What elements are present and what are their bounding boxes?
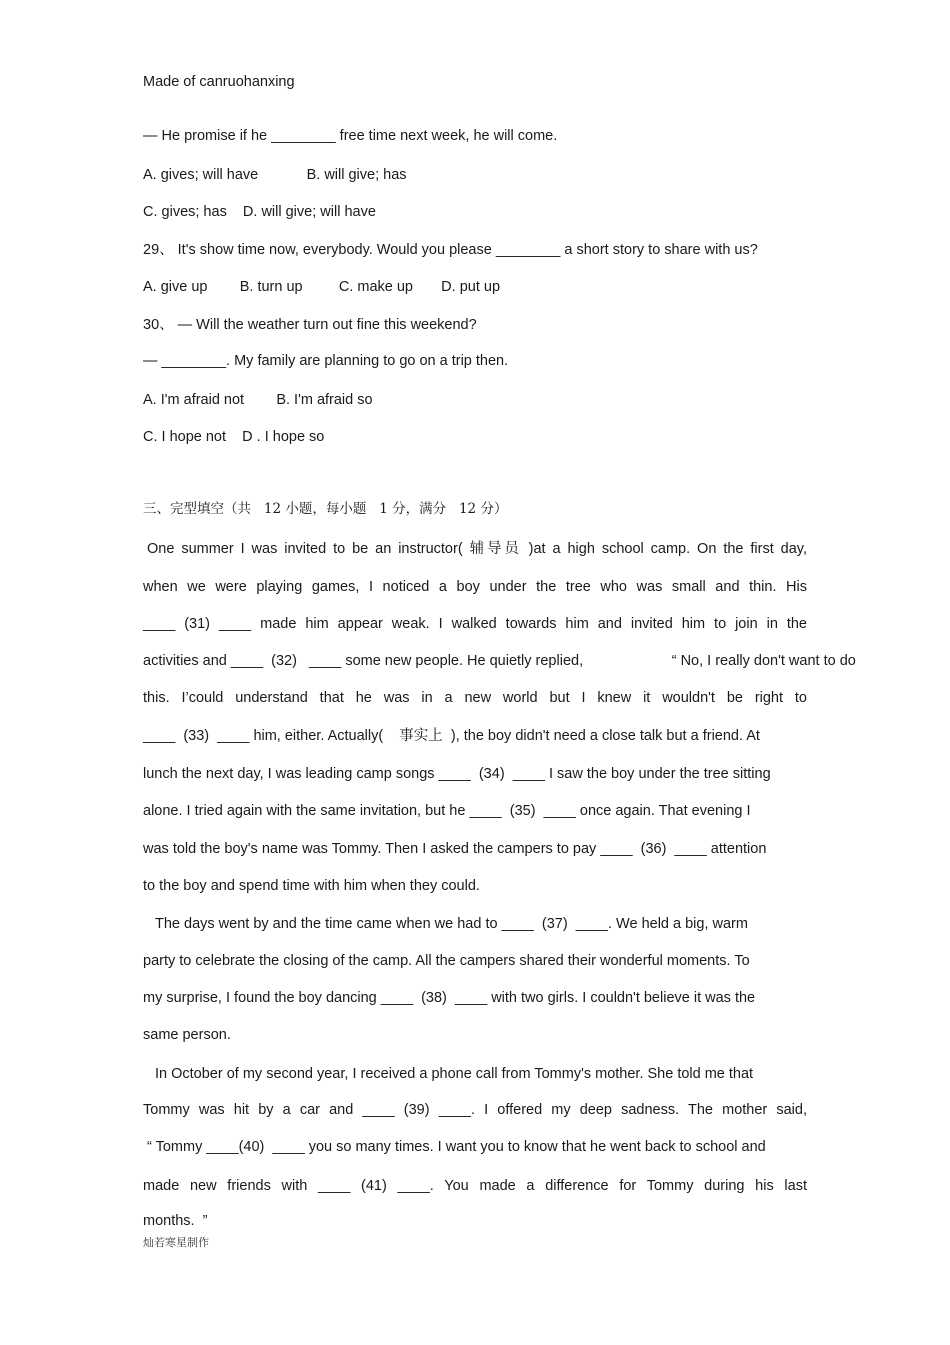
question-30-stem: 30、 — Will the weather turn out fine this weekend? xyxy=(143,317,477,333)
passage-line: months. ” xyxy=(143,1213,208,1229)
passage-line: when we were playing games, I noticed a boy under the tree who was small and thin. His xyxy=(143,579,807,595)
passage-line: activities and ____ (32) ____ some new people. He quietly replied, “ No, I really don't want to do xyxy=(143,653,856,669)
question-28-options-2: C. gives; has D. will give; will have xyxy=(143,204,376,220)
question-30-options-2: C. I hope not D . I hope so xyxy=(143,429,325,445)
page-header: Made of canruohanxing xyxy=(143,74,295,90)
section-title: 三、完型填空（共 12 小题，每小题 1 分，满分 12 分） xyxy=(143,501,508,517)
passage-line: this. I’could understand that he was in a new world but I knew it wouldn't be right to xyxy=(143,690,807,706)
passage-line: lunch the next day, I was leading camp songs ____ (34) ____ I saw the boy under the tree sitting xyxy=(143,766,771,782)
passage-line: made new friends with ____ (41) ____. You made a difference for Tommy during his last xyxy=(143,1178,807,1194)
passage-line: “ Tommy ____(40) ____ you so many times. I want you to know that he went back to school and xyxy=(147,1139,766,1155)
question-30-reply: — ________. My family are planning to go on a trip then. xyxy=(143,353,509,369)
question-28-options-1: A. gives; will have B. will give; has xyxy=(143,167,407,183)
passage-line: party to celebrate the closing of the camp. All the campers shared their wonderful moments. To xyxy=(143,953,750,969)
passage-line: was told the boy's name was Tommy. Then I asked the campers to pay ____ (36) ____ attention xyxy=(143,841,767,857)
question-29-options: A. give up B. turn up C. make up D. put up xyxy=(143,279,501,295)
passage-line: One summer I was invited to be an instructor( 辅导员 )at a high school camp. On the first day, xyxy=(147,541,807,557)
passage-line: same person. xyxy=(143,1027,231,1043)
question-28-stem: — He promise if he ________ free time next week, he will come. xyxy=(143,128,558,144)
passage-line: to the boy and spend time with him when they could. xyxy=(143,878,480,894)
passage-line: ____ (31) ____ made him appear weak. I walked towards him and invited him to join in the xyxy=(143,616,807,632)
passage-line: alone. I tried again with the same invitation, but he ____ (35) ____ once again. That evening I xyxy=(143,803,751,819)
passage-line: Tommy was hit by a car and ____ (39) ____. I offered my deep sadness. The mother said, xyxy=(143,1102,807,1118)
page-footer: 灿若寒星制作 xyxy=(143,1236,209,1249)
passage-line: In October of my second year, I received a phone call from Tommy's mother. She told me that xyxy=(155,1066,754,1082)
question-30-options-1: A. I'm afraid not B. I'm afraid so xyxy=(143,392,373,408)
passage-line: The days went by and the time came when we had to ____ (37) ____. We held a big, warm xyxy=(155,916,748,932)
passage-line: my surprise, I found the boy dancing ____ (38) ____ with two girls. I couldn't believe it was the xyxy=(143,990,756,1006)
question-29-stem: 29、 It's show time now, everybody. Would you please ________ a short story to share with us? xyxy=(143,242,758,258)
passage-line: ____ (33) ____ him, either. Actually( 事实上 ), the boy didn't need a close talk but a friend. At xyxy=(143,728,760,744)
